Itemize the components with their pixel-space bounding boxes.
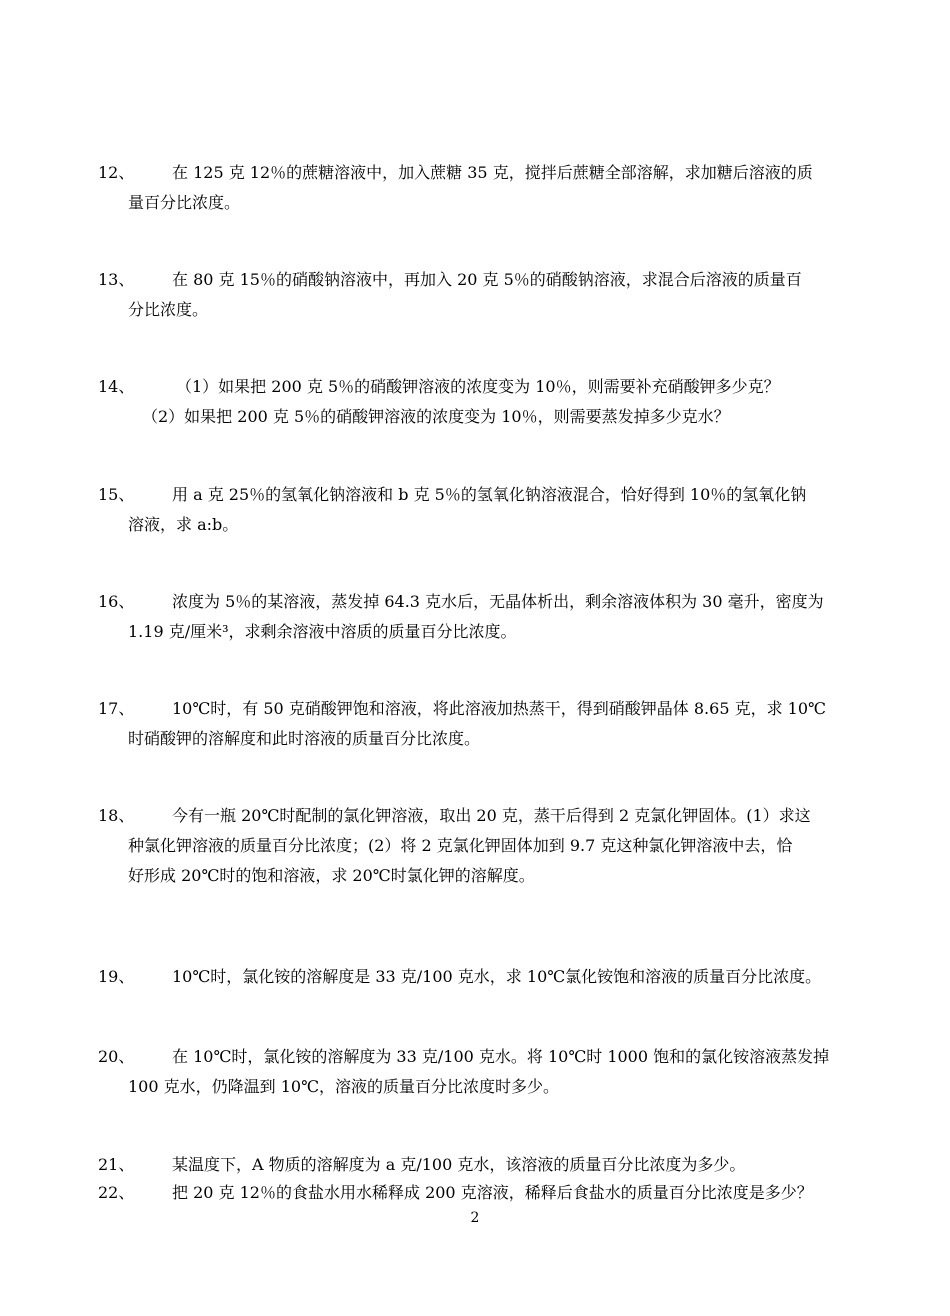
problem-number: 12、: [98, 163, 135, 182]
problem-number: 20、: [98, 1047, 135, 1066]
problem-text-line: 好形成 20℃时的饱和溶液，求 20℃时氯化钾的溶解度。: [128, 866, 535, 885]
problem-number: 13、: [98, 270, 135, 289]
problem-text-line: 10℃时，氯化铵的溶解度是 33 克/100 克水，求 10℃氯化铵饱和溶液的质量百分比浓度。: [172, 967, 822, 986]
problem-number: 22、: [98, 1183, 135, 1202]
problem-number: 19、: [98, 967, 135, 986]
problem-text-line: （2）如果把 200 克 5％的硝酸钾溶液的浓度变为 10％，则需要蒸发掉多少克水？: [142, 407, 730, 426]
problem-text-line: 在 80 克 15％的硝酸钠溶液中，再加入 20 克 5％的硝酸钠溶液，求混合后溶液的质量百: [172, 270, 802, 289]
page-number: 2: [470, 1210, 480, 1226]
problem-text-line: （1）如果把 200 克 5％的硝酸钾溶液的浓度变为 10％，则需要补充硝酸钾多少克？: [176, 377, 780, 396]
problem-text-line: 溶液，求 a:b。: [128, 515, 239, 534]
problem-19: [98, 962, 858, 992]
problem-22: [98, 1178, 858, 1208]
problem-text-line: 时硝酸钾的溶解度和此时溶液的质量百分比浓度。: [128, 729, 481, 748]
problem-text-line: 在 125 克 12％的蔗糖溶液中，加入蔗糖 35 克，搅拌后蔗糖全部溶解，求加糖后溶液的质: [172, 163, 813, 182]
problem-text-line: 10℃时，有 50 克硝酸钾饱和溶液，将此溶液加热蒸干，得到硝酸钾晶体 8.65 克，求 10℃: [172, 699, 826, 718]
problem-text-line: 100 克水，仍降温到 10℃，溶液的质量百分比浓度时多少。: [128, 1077, 559, 1096]
problem-number: 18、: [98, 806, 135, 825]
problem-12: [98, 158, 858, 218]
problem-text-line: 分比浓度。: [128, 300, 209, 319]
problem-text-line: 今有一瓶 20℃时配制的氯化钾溶液，取出 20 克，蒸干后得到 2 克氯化钾固体。(1）求这: [172, 806, 811, 825]
problem-text-line: 在 10℃时，氯化铵的溶解度为 33 克/100 克水。将 10℃时 1000 饱和的氯化铵溶液蒸发掉: [172, 1047, 830, 1066]
problem-16: [98, 587, 858, 647]
problem-21: [98, 1150, 858, 1180]
problem-text-line: 把 20 克 12％的食盐水用水稀释成 200 克溶液，稀释后食盐水的质量百分比浓度是多少？: [172, 1183, 813, 1202]
problem-15: [98, 480, 858, 540]
problem-14: [98, 372, 858, 432]
problem-20: [98, 1042, 858, 1102]
problem-17: [98, 694, 858, 754]
problem-text-line: 种氯化钾溶液的质量百分比浓度；(2）将 2 克氯化钾固体加到 9.7 克这种氯化钾溶液中去，恰: [128, 836, 793, 855]
problem-13: [98, 265, 858, 325]
problem-number: 15、: [98, 485, 135, 504]
problem-number: 16、: [98, 592, 135, 611]
problem-text-line: 1.19 克/厘米³，求剩余溶液中溶质的质量百分比浓度。: [128, 622, 517, 641]
problem-number: 14、: [98, 377, 135, 396]
problem-text-line: 用 a 克 25％的氢氧化钠溶液和 b 克 5％的氢氧化钠溶液混合，恰好得到 10％的氢氧化钠: [172, 485, 807, 504]
problem-text-line: 量百分比浓度。: [128, 193, 241, 212]
problem-number: 21、: [98, 1155, 135, 1174]
problem-text-line: 浓度为 5％的某溶液，蒸发掉 64.3 克水后，无晶体析出，剩余溶液体积为 30 毫升，密度为: [172, 592, 824, 611]
problem-number: 17、: [98, 699, 135, 718]
problem-text-line: 某温度下，A 物质的溶解度为 a 克/100 克水，该溶液的质量百分比浓度为多少。: [172, 1155, 746, 1174]
problem-18: [98, 801, 858, 891]
